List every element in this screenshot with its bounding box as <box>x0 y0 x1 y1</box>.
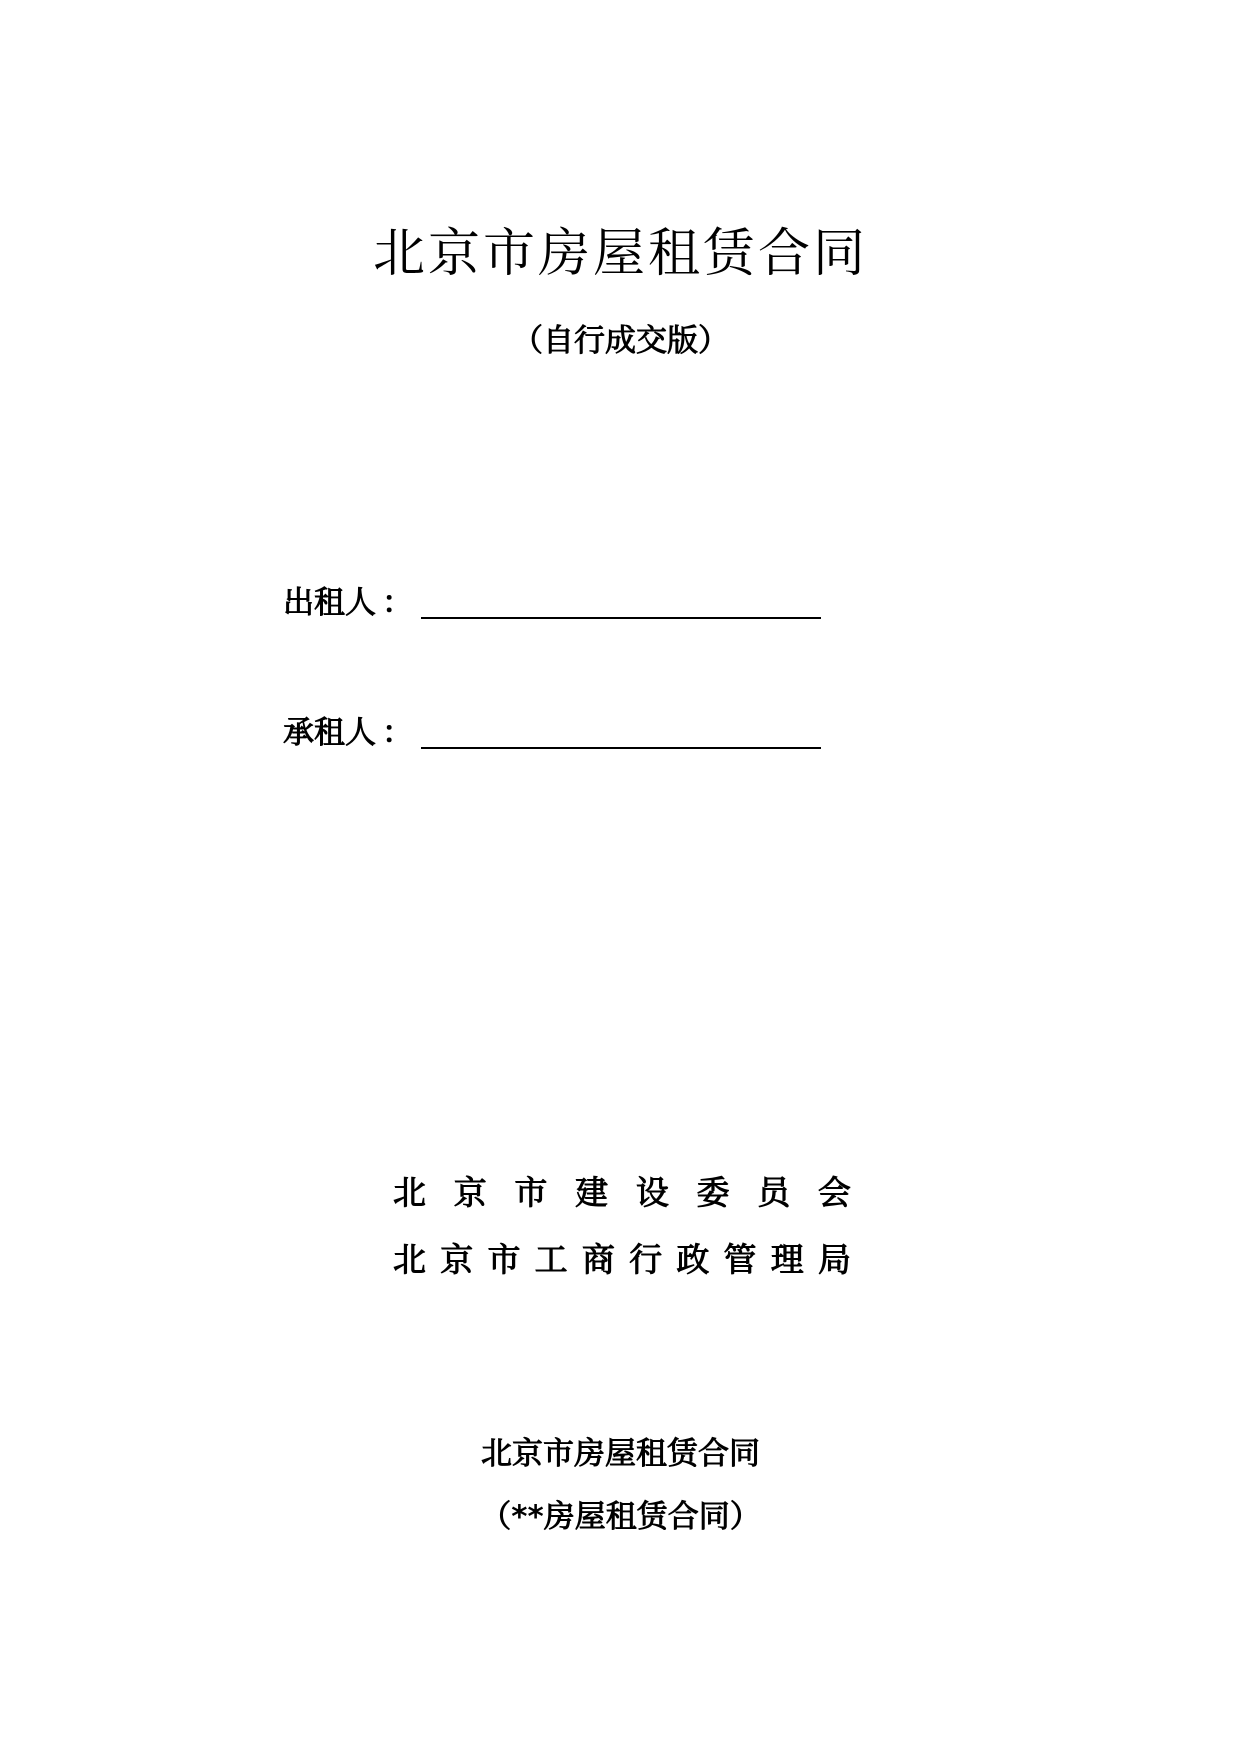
issuer-char: 设 <box>635 1173 669 1212</box>
lessee-label: 承租人 <box>283 715 376 751</box>
lessee-blank-line[interactable] <box>421 721 821 749</box>
issuer-char: 工 <box>534 1240 568 1279</box>
lessor-colon: ： <box>382 585 413 621</box>
issuer-char: 管 <box>723 1240 757 1279</box>
issuer-char: 北 <box>393 1240 426 1279</box>
issuer-char: 委 <box>696 1173 730 1212</box>
issuer-char: 市 <box>514 1173 548 1212</box>
footer-subtitle: （**房屋租赁合同） <box>480 1499 761 1535</box>
issuer-char: 会 <box>817 1173 851 1212</box>
issuer-char: 建 <box>575 1173 609 1212</box>
footer-title: 北京市房屋租赁合同 <box>481 1436 760 1472</box>
contract-version-subtitle: （自行成交版） <box>512 323 729 359</box>
lessee-colon: ： <box>382 715 413 751</box>
issuer-industry-commerce-bureau <box>393 1240 851 1279</box>
issuer-char: 行 <box>629 1240 663 1279</box>
issuer-char: 市 <box>487 1240 521 1279</box>
issuer-char: 京 <box>440 1240 474 1279</box>
lessee-field <box>283 715 821 751</box>
issuer-char: 商 <box>581 1240 615 1279</box>
contract-title: 北京市房屋租赁合同 <box>372 224 868 284</box>
lessor-field <box>283 585 821 621</box>
issuer-char: 理 <box>770 1240 804 1279</box>
issuer-char: 京 <box>453 1173 487 1212</box>
issuer-char: 员 <box>757 1173 791 1212</box>
lessor-blank-line[interactable] <box>421 591 821 619</box>
issuer-construction-commission <box>393 1173 851 1212</box>
issuer-char: 政 <box>676 1240 710 1279</box>
issuer-char: 局 <box>817 1240 851 1279</box>
lessor-label: 出租人 <box>283 585 376 621</box>
issuer-char: 北 <box>393 1173 426 1212</box>
